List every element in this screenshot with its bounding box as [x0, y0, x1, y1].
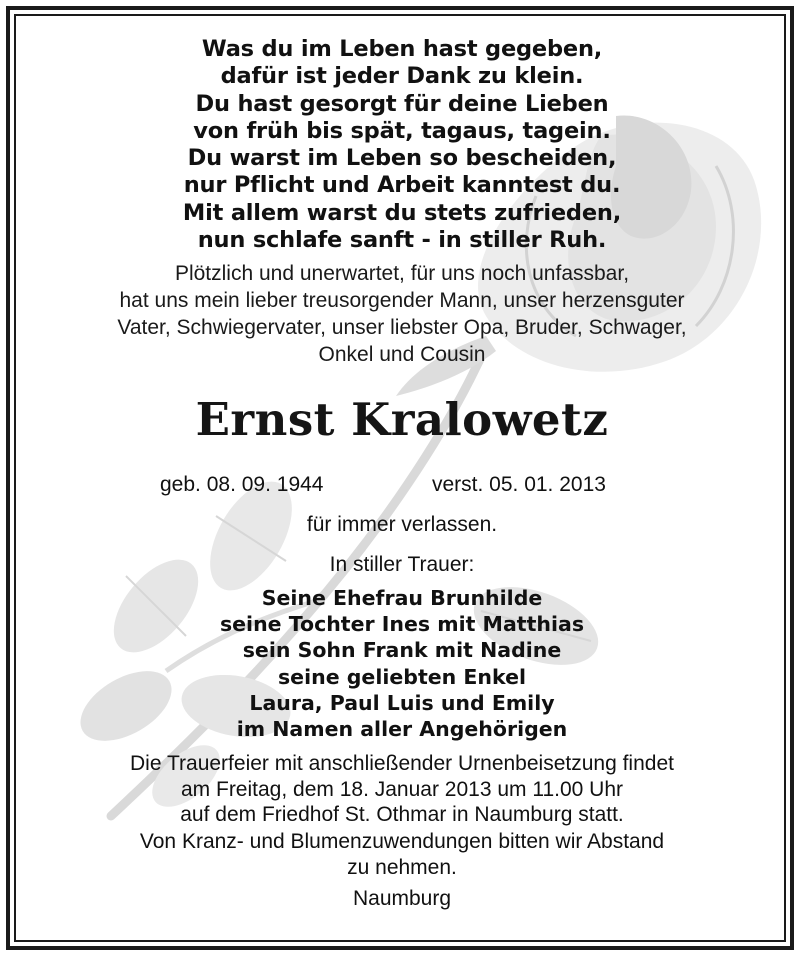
mourner-line: seine Tochter Ines mit Matthias — [219, 612, 585, 637]
death-date: verst. 05. 01. 2013 — [432, 473, 606, 496]
obituary-content — [16, 16, 786, 942]
poem-line: Du warst im Leben so bescheiden, — [187, 145, 617, 172]
poem-line: nun schlafe sanft - in stiller Ruh. — [197, 227, 607, 254]
flowers-note — [16, 829, 786, 880]
birth-date: geb. 08. 09. 1944 — [160, 473, 324, 496]
flowers-line: Von Kranz- und Blumenzuwendungen bitten wir Abstand — [139, 830, 665, 853]
poem-line: nur Pflicht und Arbeit kanntest du. — [183, 172, 621, 199]
place-name: Naumburg — [352, 887, 452, 910]
poem-line: Du hast gesorgt für deine Lieben — [195, 90, 609, 117]
life-dates — [16, 470, 786, 500]
mourner-line: sein Sohn Frank mit Nadine — [242, 638, 562, 663]
poem-line: Was du im Leben hast gegeben, — [201, 36, 603, 62]
service-line: Die Trauerfeier mit anschließender Urnenbeisetzung findet — [130, 752, 674, 775]
funeral-service-info — [16, 751, 786, 828]
intro-text — [16, 260, 786, 368]
flowers-line: zu nehmen. — [347, 855, 457, 879]
mourner-line: Laura, Paul Luis und Emily — [249, 690, 555, 715]
service-line: am Freitag, dem 18. Januar 2013 um 11.00 Uhr — [180, 777, 623, 801]
obituary-card — [14, 14, 786, 942]
left-us-text: für immer verlassen. — [306, 513, 498, 536]
mourners-list — [16, 585, 786, 742]
mourning-label: In stiller Trauer: — [329, 553, 475, 576]
deceased-name: Ernst Kralowetz — [195, 393, 609, 446]
poem — [16, 36, 786, 254]
poem-line: von früh bis spät, tagaus, tagein. — [193, 117, 611, 144]
service-line: auf dem Friedhof St. Othmar in Naumburg statt. — [180, 803, 624, 826]
poem-line: dafür ist jeder Dank zu klein. — [220, 63, 584, 90]
mourner-line: im Namen aller Angehörigen — [236, 717, 568, 742]
intro-line: Onkel und Cousin — [318, 343, 486, 366]
intro-line: Plötzlich und unerwartet, für uns noch unfassbar, — [174, 262, 630, 285]
intro-line: Vater, Schwiegervater, unser liebster Opa, Bruder, Schwager, — [117, 316, 687, 339]
poem-line: Mit allem warst du stets zufrieden, — [182, 199, 622, 226]
mourner-line: seine geliebten Enkel — [277, 664, 527, 689]
intro-line: hat uns mein lieber treusorgender Mann, unser herzensguter — [119, 289, 685, 312]
mourner-line: Seine Ehefrau Brunhilde — [261, 586, 543, 610]
